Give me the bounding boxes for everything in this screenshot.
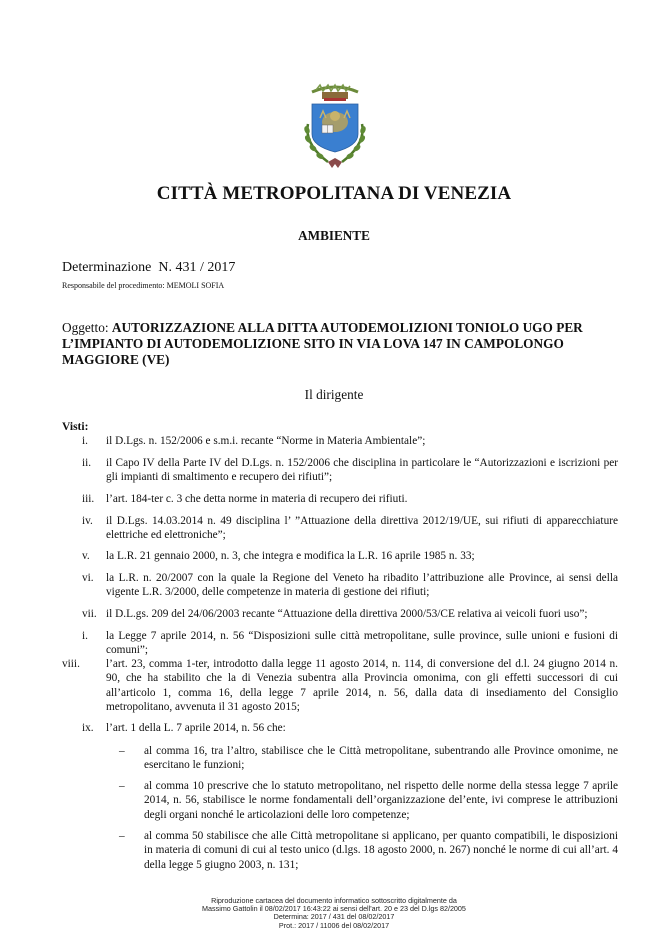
subject [62, 320, 618, 368]
dash-bullet: – [119, 780, 125, 792]
item-number: vii. [82, 608, 97, 620]
determination-number: Determinazione N. 431 / 2017 [62, 260, 236, 275]
sub-item-text: al comma 10 prescrive che lo statuto metropolitano, nel rispetto delle norme della stessa legge 7 aprile 2014, n. 56, stabilisce le norme fondamentali dell’organizzazione del’ente, ivi comprese le attribuzioni degli organi nonché le articolazioni delle loro competenze; [144, 780, 618, 821]
subject-text: AUTORIZZAZIONE ALLA DITTA AUTODEMOLIZIONI TONIOLO UGO PER L’IMPIANTO DI AUTODEMOLIZIONE SITO IN VIA LOVA 147 IN CAMPOLONGO MAGGIORE (VE) [62, 320, 583, 367]
dash-bullet: – [119, 745, 125, 757]
item-text: l’art. 23, comma 1-ter, introdotto dalla legge 11 agosto 2014, n. 114, di conversione del d.l. 24 giugno 2014 n. 90, che ha stabilito che la di Venezia subentra alla Provincia omonima, con gli effetti successori di cui all’articolo 1, comma 16, della legge 7 aprile 2014, n. 56, dalla data di insediamento del Consiglio metropolitano, avvenuta il 31 agosto 2015; [106, 658, 618, 713]
footer-line: Prot.: 2017 / 11006 del 08/02/2017 [278, 920, 390, 930]
item-number: ii. [82, 457, 92, 469]
item-text: la L.R. 21 gennaio 2000, n. 3, che integra e modifica la L.R. 16 aprile 1985 n. 33; [106, 550, 475, 562]
footer-line: Determina: 2017 / 431 del 08/02/2017 [273, 912, 395, 922]
item-text: l’art. 184-ter c. 3 che detta norme in materia di recupero dei rifiuti. [106, 493, 408, 505]
sub-item-text: al comma 50 stabilisce che alle Città metropolitane si applicano, per quanto compatibili, le disposizioni in materia di comuni di cui al testo unico (d.lgs. 18 agosto 2000, n. 267) nonché le norme di cui all’art. 4 della legge 5 giugno 2003, n. 131; [144, 830, 618, 871]
dash-bullet: – [119, 830, 125, 842]
footer-line: Massimo Gattolin il 08/02/2017 16:43:22 ai sensi dell'art. 20 e 23 del D.lgs 82/2005 [202, 904, 466, 914]
item-number: v. [82, 550, 90, 562]
item-number: ix. [82, 722, 94, 734]
item-text: il D.Lgs. 14.03.2014 n. 49 disciplina l’ ”Attuazione della direttiva 2012/19/UE, sui rifiuti di apparecchiature elettriche ed elettroniche”; [106, 515, 618, 542]
institution-title: CITTÀ METROPOLITANA DI VENEZIA [156, 183, 512, 204]
coat-of-arms-icon [298, 78, 372, 170]
item-number: i. [82, 435, 88, 447]
department-name: AMBIENTE [298, 228, 370, 243]
item-text: l’art. 1 della L. 7 aprile 2014, n. 56 che: [106, 722, 286, 734]
digital-signature-footer [0, 897, 668, 930]
item-number: viii. [62, 658, 80, 670]
item-text: la Legge 7 aprile 2014, n. 56 “Disposizioni sulle città metropolitane, sulle province, sulle unioni e fusioni di comuni”; [106, 630, 618, 657]
responsible-person: Responsabile del procedimento: MEMOLI SOFIA [62, 281, 225, 290]
signer-heading: Il dirigente [304, 387, 364, 402]
item-text: il D.Lgs. n. 152/2006 e s.m.i. recante “Norme in Materia Ambientale”; [106, 435, 426, 447]
item-number: vi. [82, 572, 94, 584]
item-number: iv. [82, 515, 93, 527]
item-text: il D.L.gs. 209 del 24/06/2003 recante “Attuazione della direttiva 2000/53/CE relativa ai veicoli fuori uso”; [106, 608, 588, 620]
item-number: i. [82, 630, 88, 642]
item-number: iii. [82, 493, 95, 505]
visti-label: Visti: [62, 421, 89, 433]
item-text: il Capo IV della Parte IV del D.Lgs. n. 152/2006 che disciplina in particolare le “Autorizzazioni e iscrizioni per gli impianti di smaltimento e recupero dei rifiuti”; [106, 457, 618, 484]
item-text: la L.R. n. 20/2007 con la quale la Regione del Veneto ha ribadito l’attribuzione alle Province, ai sensi della vigente L.R. 3/2000, delle competenze in materia di gestione dei rifiuti; [106, 572, 618, 599]
footer-line: Riproduzione cartacea del documento informatico sottoscritto digitalmente da [211, 896, 457, 905]
subject-prefix: Oggetto: [62, 320, 112, 335]
sub-item-text: al comma 16, tra l’altro, stabilisce che le Città metropolitane, subentrando alle Province omonime, ne esercitano le funzioni; [144, 745, 618, 772]
